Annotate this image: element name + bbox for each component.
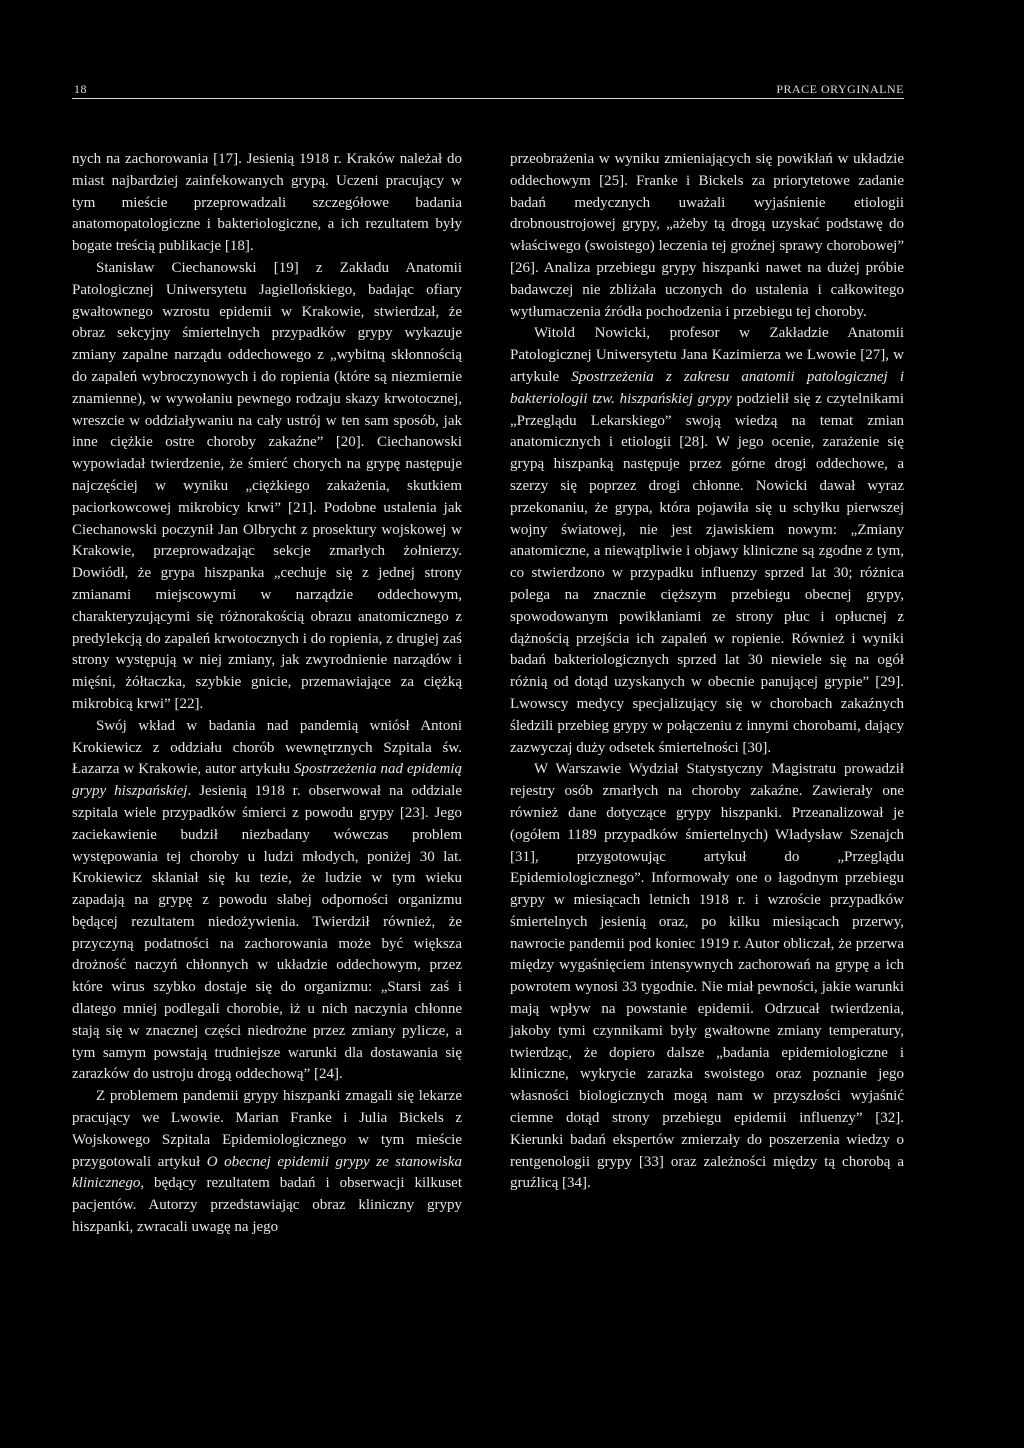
running-header: [72, 80, 904, 99]
text-run: Witold Nowicki, profesor w Zakładzie Anatomii Patologicznej Uniwersytetu Jana Kazimierza we Lwowie [27], w artykule: [510, 325, 904, 385]
italic-title: O obecnej epidemii grypy ze stanowiska klinicznego: [72, 1153, 462, 1192]
text-run: . Jesienią 1918 r. obserwował na oddziale szpitala wiele przypadków śmierci z powodu grypy [23]. Jego zaciekawienie budził niezbadany wówczas problem występowania tej choroby u ludzi młodych, poniżej 30 lat. Krokiewicz skłaniał się ku tezie, że ludzie w tym wieku zapadają na grypę z powodu słabej odporności organizmu będącej rezultatem niedożywienia. Twierdził również, że przyczyną podatności na zachorowania może być większa drożność naczyń chłonnych w układzie oddechowym, przez które wirus szybko dostaje się do organizmu: „Starsi zaś i dlatego mniej podlegali chorobie, iż u nich naczynia chłonne stają się w znacznej części niedrożne przez zmiany pylicze, a tym samym powstają trudniejsze warunki dla dostawania się zarazków do ustroju drogą oddechową” [24].: [72, 783, 463, 1083]
paragraph: [510, 149, 904, 323]
right-column: [510, 149, 904, 1195]
text-run: Stanisław Ciechanowski [19] z Zakładu Anatomii Patologicznej Uniwersytetu Jagiellońskiego, badając ofiary gwałtownego wzrostu epidemii w Krakowie, stwierdzał, że obraz sekcyjny śmiertelnych przypadków grypy wykazuje zmiany zapalne narządu oddechowego z „wybitną skłonnością do zapaleń wybroczynowych i do ropienia (które są niezmiernie znamienne), w wywołaniu pewnego rodzaju skazy krwotocznej, wreszcie w oddziaływaniu na cały ustrój w ten sam sposób, jak inne ciężkie ostre choroby zakaźne” [20]. Ciechanowski wypowiadał twierdzenie, że śmierć chorych na grypę następuje najczęściej w wyniku „ciężkiego zakażenia, skutkiem paciorkowcowej mikrobicy krwi” [21]. Podobne ustalenia jak Ciechanowski poczynił Jan Olbrycht z prosektury wojskowej w Krakowie, przeprowadzając sekcje zmarłych żołnierzy. Dowiódł, że grypa hiszpanka „cechuje się z jednej strony zmianami miejscowymi w narządzie oddechowym, charakteryzującymi się różnorakością obrazu anatomicznego z predylekcją do zapaleń krwotocznych i do ropienia, z drugiej zaś strony występują w niej zmiany, jak zwyrodnienie narządów i mięśni, żółtaczka, szybkie gnicie, przemawiające za ciężką mikrobicą krwi” [22].: [72, 259, 462, 712]
page-number: 18: [74, 82, 87, 96]
paragraph: [72, 258, 462, 716]
paragraph: [510, 759, 904, 1195]
text-run: , będący rezultatem badań i obserwacji kilkuset pacjentów. Autorzy przedstawiając obraz kliniczny grypy hiszpanki, zwracali uwagę na jego: [72, 1175, 462, 1236]
text-run: Swój wkład w badania nad pandemią wniósł Antoni Krokiewicz z oddziału chorób wewnętrznych Szpitala św. Łazarza w Krakowie, autor artykułu: [72, 717, 462, 778]
italic-title: Spostrzeżenia nad epidemią grypy hiszpańskiej: [72, 761, 463, 800]
text-run: Z problemem pandemii grypy hiszpanki zmagali się lekarze pracujący we Lwowie. Marian Franke i Julia Bickels z Wojskowego Szpitala Epidemiologicznego w tym mieście przygotowali artykuł: [72, 1088, 462, 1170]
paragraph: [72, 149, 462, 258]
left-column: [72, 149, 462, 1239]
text-run: podzielił się z czytelnikami „Przeglądu Lekarskiego” swoją wiedzą na temat zmian anatomicznych i etiologii [28]. W jego ocenie, zarażenie się grypą hiszpanką następuje przez górne drogi oddechowe, a szerzy się poprzez drogi chłonne. Nowicki dawał wyraz przekonaniu, że grypa, która pojawiła się u schyłku pierwszej wojny światowej, nie jest zjawiskiem nowym: „Zmiany anatomiczne, a niewątpliwie i objawy kliniczne są zgodne z tym, co stwierdzono w przypadku influenzy sprzed lat 30; różnica polega na znacznie cięższym przebiegu obecnej grypy, spowodowanym powikłaniami ze strony płuc i opłucnej z dążnością przejścia ich zapaleń w ropienie. Również i wyniki badań bakteriologicznych sprzed lat 30 niewiele się na ogół różnią od dotąd uzyskanych w obecnie panującej grypie” [29]. Lwowscy medycy specjalizujący się w chorobach zakaźnych śledzili przebieg grypy w połączeniu z innymi chorobami, dający zazwyczaj duży odsetek śmiertelności [30].: [510, 390, 904, 756]
paragraph: [72, 716, 462, 1087]
section-title: PRACE ORYGINALNE: [776, 82, 904, 96]
text-run: nych na zachorowania [17]. Jesienią 1918 r. Kraków należał do miast najbardziej zainfekowanych grypą. Uczeni pracujący w tym mieście przeprowadzali szczegółowe badania anatomopatologiczne i bakteriologiczne, a ich rezultatem były bogate treścią publikacje [18].: [72, 151, 462, 255]
italic-title: Spostrzeżenia z zakresu anatomii patologicznej i bakteriologii tzw. hiszpańskiej grypy: [510, 368, 904, 407]
text-run: W Warszawie Wydział Statystyczny Magistratu prowadził rejestry osób zmarłych na choroby zakaźne. Zawierały one również dane dotyczące grypy hiszpanki. Przeanalizował je (ogółem 1189 przypadków śmiertelnych) Władysław Szenajch [31], przygotowując artykuł do „Przeglądu Epidemiologicznego”. Informowały one o łagodnym przebiegu grypy w miesiącach letnich 1918 r. i wzroście przypadków śmiertelnych jesienią oraz, po kilku miesiącach przerwy, nawrocie pandemii pod koniec 1919 r. Autor obliczał, że przerwa między wygaśnięciem intensywnych zachorowań na grypę a ich powrotem wynosi 33 tygodnie. Nie miał pewności, jakie warunki mają wpływ na powstanie epidemii. Odrzucał twierdzenia, jakoby tymi czynnikami były gwałtowne zmiany temperatury, twierdząc, że dopiero dalsze „badania epidemiologiczne i kliniczne, wykrycie zarazka swoistego oraz poznanie jego własności biologicznych mogą nam w przyszłości wyjaśnić ciemne dotąd strony przebiegu epidemii influenzy” [32]. Kierunki badań ekspertów zmierzały do poszerzenia wiedzy o rentgenologii grypy [33] oraz zależności między tą chorobą a gruźlicą [34].: [510, 761, 904, 1192]
text-run: przeobrażenia w wyniku zmieniających się powikłań w układzie oddechowym [25]. Franke i Bickels za priorytetowe zadanie badań medycznych uważali wyjaśnienie etiologii drobnoustrojowej grypy, „ażeby tą drogą uzyskać podstawę do właściwego (swoistego) leczenia tej groźnej sprawy chorobowej” [26]. Analiza przebiegu grypy hiszpanki nawet na dużej próbie badawczej nie zbliżała uczonych do ustalenia i całkowitego wytłumaczenia źródła pochodzenia i przebiegu tej choroby.: [510, 151, 904, 320]
paragraph: [510, 323, 904, 759]
paragraph: [72, 1086, 462, 1239]
